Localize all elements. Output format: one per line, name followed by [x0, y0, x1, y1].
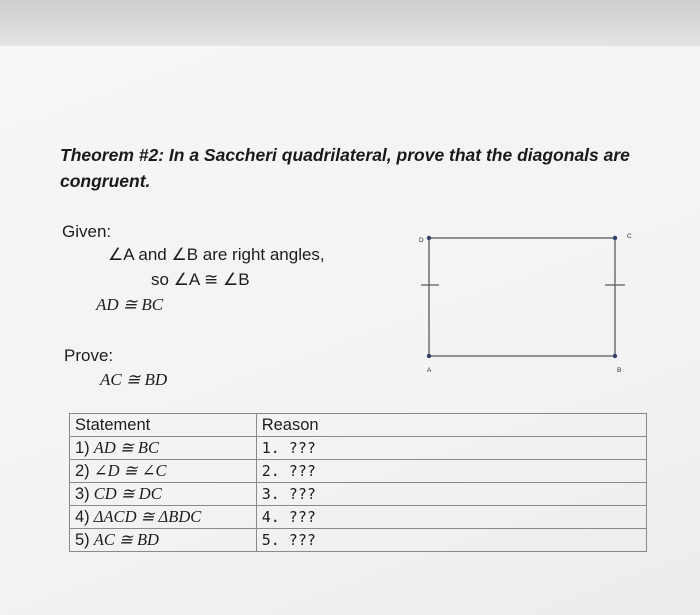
- statement-text: ∠D ≅ ∠C: [93, 461, 167, 480]
- given-label: Given:: [62, 222, 112, 241]
- table-row: [70, 506, 647, 529]
- vertex-a: [427, 354, 431, 358]
- theorem-title: Theorem #2: In a Saccheri quadrilateral, prove that the diagonals are congruent.: [60, 145, 630, 191]
- photo-top-band: [0, 0, 700, 46]
- label-c: C: [627, 233, 632, 240]
- row-number: 2): [75, 462, 90, 480]
- row-number: 3): [75, 485, 90, 503]
- row-number: 5): [75, 531, 90, 549]
- row-number: 4): [75, 508, 90, 526]
- quadrilateral-outline: [429, 238, 615, 356]
- vertex-b: [613, 354, 617, 358]
- prove-label: Prove:: [64, 346, 114, 365]
- table-header-row: [70, 414, 647, 437]
- table-row: [70, 529, 647, 552]
- statement-text: ΔACD ≅ ΔBDC: [93, 507, 202, 526]
- reason-cell: 3. ???: [256, 483, 646, 506]
- row-number: 1): [75, 439, 90, 457]
- given-line-1: ∠A and ∠B are right angles,: [108, 245, 325, 264]
- label-d: D: [419, 237, 424, 244]
- table-row: [70, 460, 647, 483]
- reason-cell: 4. ???: [256, 506, 646, 529]
- reason-cell: 2. ???: [256, 460, 646, 483]
- reason-cell: 1. ???: [256, 437, 646, 460]
- given-line-3: AD ≅ BC: [96, 295, 164, 314]
- vertex-d: [427, 236, 431, 240]
- statement-cell: [70, 483, 257, 506]
- header-reason: Reason: [256, 414, 646, 437]
- label-a: A: [427, 367, 432, 374]
- vertex-c: [613, 236, 617, 240]
- statement-cell: [70, 437, 257, 460]
- statement-text: AC ≅ BD: [93, 530, 159, 549]
- reason-cell: 5. ???: [256, 529, 646, 552]
- label-b: B: [617, 367, 622, 374]
- statement-cell: [70, 460, 257, 483]
- header-statement: Statement: [70, 414, 257, 437]
- proof-table: [69, 413, 647, 552]
- statement-cell: [70, 529, 257, 552]
- table-row: [70, 437, 647, 460]
- statement-text: AD ≅ BC: [93, 438, 159, 457]
- statement-cell: [70, 506, 257, 529]
- saccheri-diagram: [405, 226, 645, 376]
- given-line-2: so ∠A ≅ ∠B: [151, 270, 250, 289]
- table-row: [70, 483, 647, 506]
- statement-text: CD ≅ DC: [93, 484, 162, 503]
- prove-line-1: AC ≅ BD: [100, 370, 168, 389]
